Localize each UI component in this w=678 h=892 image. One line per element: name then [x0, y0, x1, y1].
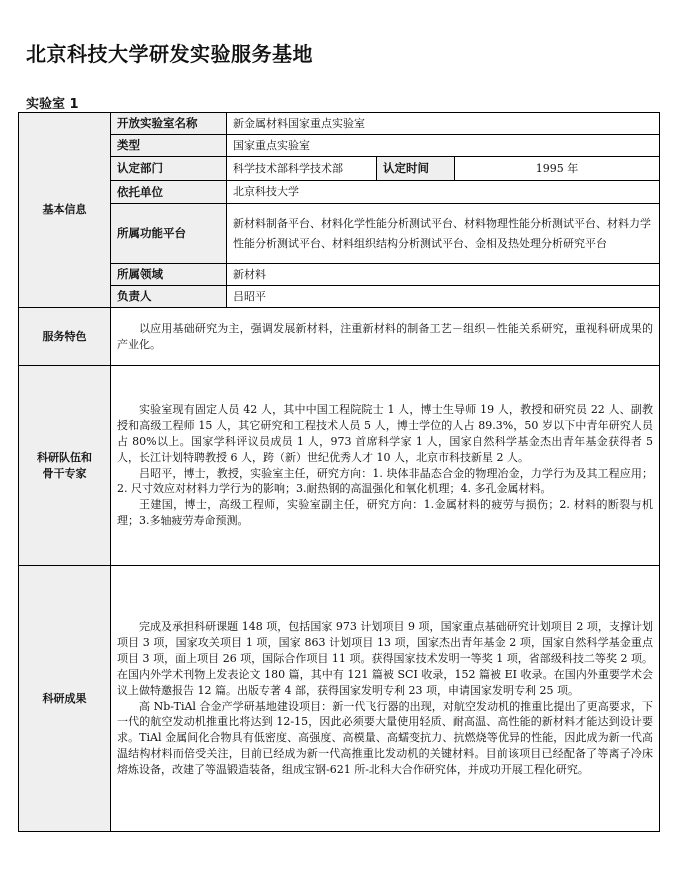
- value-head: 吕昭平: [227, 286, 660, 308]
- lab-info-table: [18, 112, 660, 832]
- section-features: 服务特色: [19, 308, 111, 366]
- row-platform: [19, 204, 660, 264]
- section-basic-info: 基本信息: [19, 113, 111, 308]
- section-team-line-2: 骨干专家: [42, 466, 87, 480]
- label-dept: 认定部门: [111, 157, 227, 181]
- row-features: [19, 308, 660, 366]
- section-team-line-1: 科研队伍和: [37, 450, 92, 464]
- features-text: 以应用基础研究为主，强调发展新材料，注重新材料的制备工艺－组织－性能关系研究，重视科研成果的产业化。: [117, 321, 654, 351]
- features-text-cell: [111, 308, 660, 366]
- value-field: 新材料: [227, 264, 660, 286]
- row-head: [19, 286, 660, 308]
- row-field: [19, 264, 660, 286]
- label-field: 所属领域: [111, 264, 227, 286]
- achievements-paragraph: 完成及承担科研课题 148 项，包括国家 973 计划项目 9 项，国家重点基础研究计划项目 2 项，支撑计划项目 3 项，国家攻关项目 1 项，国家 863 计划项目 13 项，国家杰出青年基金 2 项，国家自然科学基金重点项目 3 项，面上项目 26 项，国际合作项目 11 项。获得国家技术发明一等奖 1 项，省部级科技二等奖 2 项。在国内外学术刊物上发表论文 180 篇，其中有 121 篇被 SCI 收录，152 篇被 EI 收录。在国内外重要学术会议上做特邀报告 12 篇。出版专著 4 部，获得国家发明专利 23 项，申请国家发明专利 25 项。: [117, 619, 654, 697]
- label-head: 负责人: [111, 286, 227, 308]
- row-type: [19, 135, 660, 157]
- label-unit: 依托单位: [111, 181, 227, 204]
- row-achievements: [19, 566, 660, 832]
- achievements-text-cell: [111, 566, 660, 832]
- page-title: 北京科技大学研发实验服务基地: [26, 42, 313, 66]
- team-paragraph: 实验室现有固定人员 42 人，其中中国工程院院士 1 人，博士生导师 19 人，教授和研究员 22 人、副教授和高级工程师 15 人，其它研究和工程技术人员 5 人，博士学位的人占 89.3%，50 岁以下中青年研究人员占 80%以上。国家学科评议员成员 1 人，973 首席科学家 1 人，国家自然科学基金杰出青年基金获得者 5 人，长江计划特聘教授 6 人，跨（新）世纪优秀人才 10 人，北京市科技新星 2 人。: [117, 402, 654, 464]
- section-achievements: 科研成果: [19, 566, 111, 832]
- value-platform: 新材料制备平台、材料化学性能分析测试平台、材料物理性能分析测试平台、材料力学性能分析测试平台、材料组织结构分析测试平台、金相及热处理分析研究平台: [227, 204, 660, 264]
- team-paragraph: 吕昭平，博士，教授，实验室主任，研究方向：1. 块体非晶态合金的物理冶金，力学行为及其工程应用；2. 尺寸效应对材料力学行为的影响；3.耐热钢的高温强化和氧化机理；4. 多孔金属材料。: [117, 466, 654, 496]
- label-lab-name: 开放实验室名称: [111, 113, 227, 135]
- team-text-cell: [111, 366, 660, 566]
- achievements-paragraph: 高 Nb-TiAl 合金产学研基地建设项目：新一代飞行器的出现，对航空发动机的推重比提出了更高要求，下一代的航空发动机推重比将达到 12-15，因此必须要大量使用轻质、耐高温、高性能的新材料才能达到设计要求。TiAl 金属间化合物具有低密度、高强度、高模量、高蠕变抗力、抗燃烧等优异的性能，因此成为新一代高温结构材料而倍受关注，目前已经成为新一代高推重比发动机的关键材料。目前该项目已经配备了等离子冷床熔炼设备，改建了等温锻造装备，组成宝钢-621 所-北科大合作研究体，并成功开展工程化研究。: [117, 699, 654, 777]
- section-team: [19, 366, 111, 566]
- row-dept: [19, 157, 660, 181]
- label-type: 类型: [111, 135, 227, 157]
- row-unit: [19, 181, 660, 204]
- label-platform: 所属功能平台: [111, 204, 227, 264]
- row-team: [19, 366, 660, 566]
- label-time: 认定时间: [377, 157, 455, 181]
- value-dept: 科学技术部科学技术部: [227, 157, 377, 181]
- lab-heading: 实验室 1: [26, 97, 79, 112]
- value-lab-name: 新金属材料国家重点实验室: [227, 113, 660, 135]
- row-lab-name: [19, 113, 660, 135]
- value-time: 1995 年: [455, 157, 660, 181]
- team-paragraph: 王建国，博士，高级工程师，实验室副主任，研究方向：1.金属材料的疲劳与损伤；2. 材料的断裂与机理；3.多轴疲劳寿命预测。: [117, 498, 654, 528]
- value-unit: 北京科技大学: [227, 181, 660, 204]
- value-type: 国家重点实验室: [227, 135, 660, 157]
